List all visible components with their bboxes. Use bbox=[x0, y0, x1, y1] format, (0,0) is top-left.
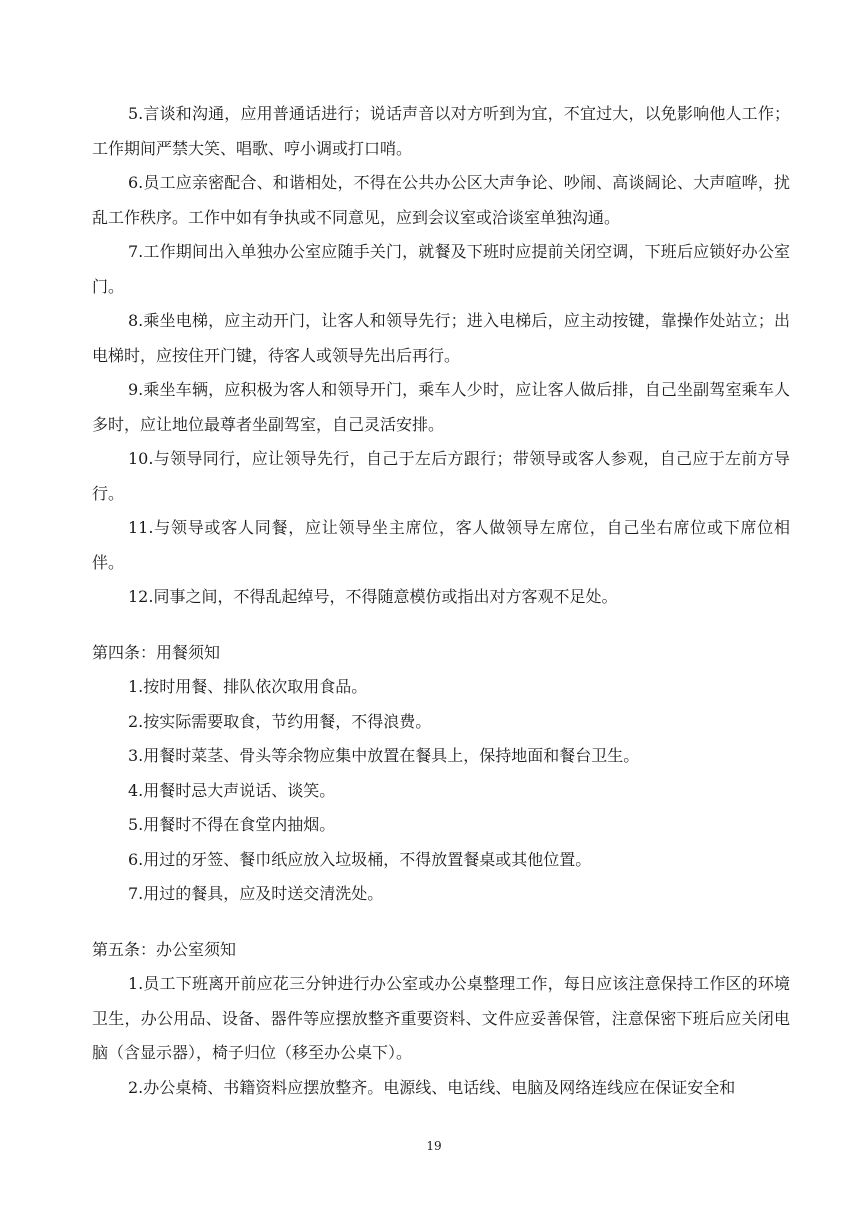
list-item: 4.用餐时忌大声说话、谈笑。 bbox=[128, 780, 336, 800]
paragraph-item: 5.言谈和沟通，应用普通话进行；说话声音以对方听到为宜，不宜过大，以免影响他人工作；工作期间严禁大笑、唱歌、哼小调或打口哨。 bbox=[92, 104, 790, 158]
page-number: 19 bbox=[426, 1139, 442, 1153]
paragraph-item: 9.乘坐车辆，应积极为客人和领导开门，乘车人少时，应让客人做后排，自己坐副驾室乘车人多时，应让地位最尊者坐副驾室，自己灵活安排。 bbox=[92, 380, 790, 434]
paragraph-item: 10.与领导同行，应让领导先行，自己于左后方跟行；带领导或客人参观，自己应于左前方导行。 bbox=[92, 449, 790, 503]
paragraph-item: 11.与领导或客人同餐，应让领导坐主席位，客人做领导左席位，自己坐右席位或下席位相伴。 bbox=[92, 518, 790, 572]
paragraph-item: 12.同事之间，不得乱起绰号，不得随意模仿或指出对方客观不足处。 bbox=[128, 587, 618, 606]
section-4 bbox=[92, 636, 790, 912]
list-item: 2.按实际需要取食，节约用餐，不得浪费。 bbox=[128, 711, 432, 731]
section-5 bbox=[92, 933, 790, 1106]
list-item: 7.用过的餐具，应及时送交清洗处。 bbox=[128, 884, 384, 903]
section-3-continued bbox=[92, 97, 790, 615]
section-heading: 第四条：用餐须知 bbox=[92, 642, 221, 662]
list-item: 1.按时用餐、排队依次取用食品。 bbox=[128, 677, 368, 696]
list-item: 5.用餐时不得在食堂内抽烟。 bbox=[128, 815, 336, 834]
paragraph-item: 1.员工下班离开前应花三分钟进行办公室或办公桌整理工作，每日应该注意保持工作区的环境卫生，办公用品、设备、器件等应摆放整齐重要资料、文件应妥善保管，注意保密下班后应关闭电脑（含显示器），椅子归位（移至办公桌下）。 bbox=[92, 974, 790, 1062]
paragraph-item: 8.乘坐电梯，应主动开门，让客人和领导先行；进入电梯后，应主动按键，靠操作处站立；出电梯时，应按住开门键，待客人或领导先出后再行。 bbox=[92, 311, 790, 365]
document-body bbox=[92, 97, 790, 1105]
list-item: 6.用过的牙签、餐巾纸应放入垃圾桶，不得放置餐桌或其他位置。 bbox=[128, 849, 592, 869]
paragraph-item: 7.工作期间出入单独办公室应随手关门，就餐及下班时应提前关闭空调，下班后应锁好办公室门。 bbox=[92, 242, 790, 296]
section-heading: 第五条：办公室须知 bbox=[92, 939, 237, 959]
paragraph-item: 2.办公桌椅、书籍资料应摆放整齐。电源线、电话线、电脑及网络连线应在保证安全和 bbox=[128, 1077, 736, 1097]
paragraph-item: 6.员工应亲密配合、和谐相处，不得在公共办公区大声争论、吵闹、高谈阔论、大声喧哗，扰乱工作秩序。工作中如有争执或不同意见，应到会议室或洽谈室单独沟通。 bbox=[92, 173, 790, 227]
list-item: 3.用餐时菜茎、骨头等余物应集中放置在餐具上，保持地面和餐台卫生。 bbox=[128, 746, 640, 765]
